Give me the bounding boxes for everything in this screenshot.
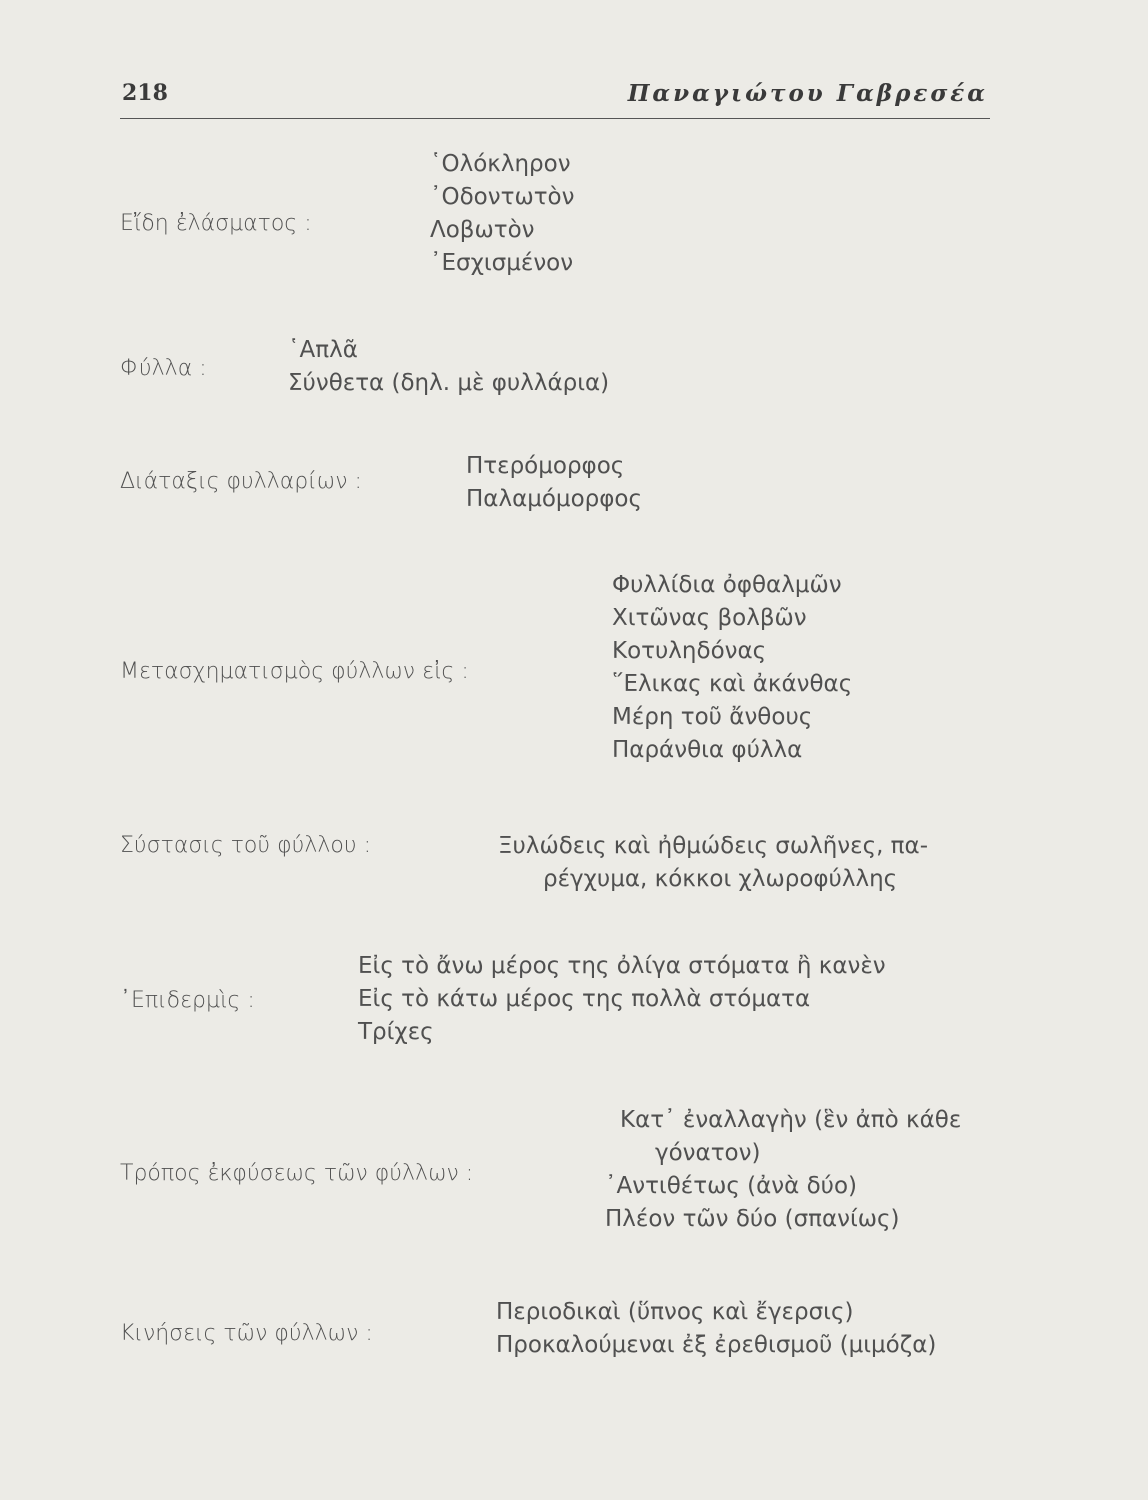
list-item: Εἰς τὸ ἄνω μέρος της ὀλίγα στόματα ἢ κανὲν (358, 953, 886, 979)
section-items (466, 450, 642, 516)
list-item: Εἰς τὸ κάτω μέρος της πολλὰ στόματα (358, 986, 811, 1012)
list-item: Σύνθετα (δηλ. μὲ φυλλάρια) (288, 370, 610, 396)
section-label: Φύλλα : (120, 356, 207, 381)
section-label: Μετασχηματισμὸς φύλλων εἰς : (120, 659, 469, 684)
list-item: ᾿Αντιθέτως (ἀνὰ δύο) (605, 1173, 858, 1199)
list-item: Τρίχες (358, 1019, 434, 1045)
list-item: γόνατον) (655, 1140, 761, 1166)
section-label: Κινήσεις τῶν φύλλων : (120, 1321, 373, 1346)
list-item: ᾿Οδοντωτὸν (430, 184, 575, 210)
section-label: ᾿Επιδερμὶς : (120, 988, 255, 1013)
section-label: Εἴδη ἐλάσματος : (120, 211, 312, 236)
list-item: Ξυλώδεις καὶ ἠθμώδεις σωλῆνες, πα- (498, 833, 928, 859)
list-item: ᾿Εσχισμένον (430, 250, 574, 276)
section-label: Τρόπος ἐκφύσεως τῶν φύλλων : (120, 1161, 474, 1186)
section-items (288, 334, 609, 400)
list-item: Κοτυληδόνας (612, 638, 767, 664)
list-item: Πλέον τῶν δύο (σπανίως) (605, 1206, 900, 1232)
section-items (612, 569, 852, 767)
section-items (358, 950, 886, 1049)
section-items (498, 830, 928, 896)
section-items (605, 1104, 961, 1236)
list-item: ῞Ελικας καὶ ἀκάνθας (612, 671, 853, 697)
list-item: Φυλλίδια ὀφθαλμῶν (612, 572, 842, 598)
list-item: Πτερόμορφος (466, 453, 625, 479)
list-item: Κατ᾿ ἐναλλαγὴν (ἓν ἀπὸ κάθε (620, 1107, 962, 1133)
list-item: Παράνθια φύλλα (612, 737, 803, 763)
section-items (496, 1296, 936, 1362)
list-item: ῾Απλᾶ (288, 337, 358, 363)
list-item: Παλαμόμορφος (466, 486, 642, 512)
list-item: Περιοδικαὶ (ὕπνος καὶ ἔγερσις) (496, 1299, 854, 1325)
section-label: Σύστασις τοῦ φύλλου : (120, 833, 371, 858)
section-items (430, 148, 574, 280)
list-item: Λοβωτὸν (430, 217, 535, 243)
list-item: ρέγχυμα, κόκκοι χλωροφύλλης (543, 866, 898, 892)
list-item: Χιτῶνας βολβῶν (612, 605, 807, 631)
running-title: Παναγιώτου Γαβρεσέα (627, 80, 988, 107)
page-number: 218 (122, 80, 168, 106)
list-item: Προκαλούμεναι ἐξ ἐρεθισμοῦ (μιμόζα) (496, 1332, 937, 1358)
list-item: Μέρη τοῦ ἄνθους (612, 704, 813, 730)
section-label: Διάταξις φυλλαρίων : (120, 469, 362, 494)
list-item: ῾Ολόκληρον (430, 151, 571, 177)
header-rule (120, 118, 990, 119)
